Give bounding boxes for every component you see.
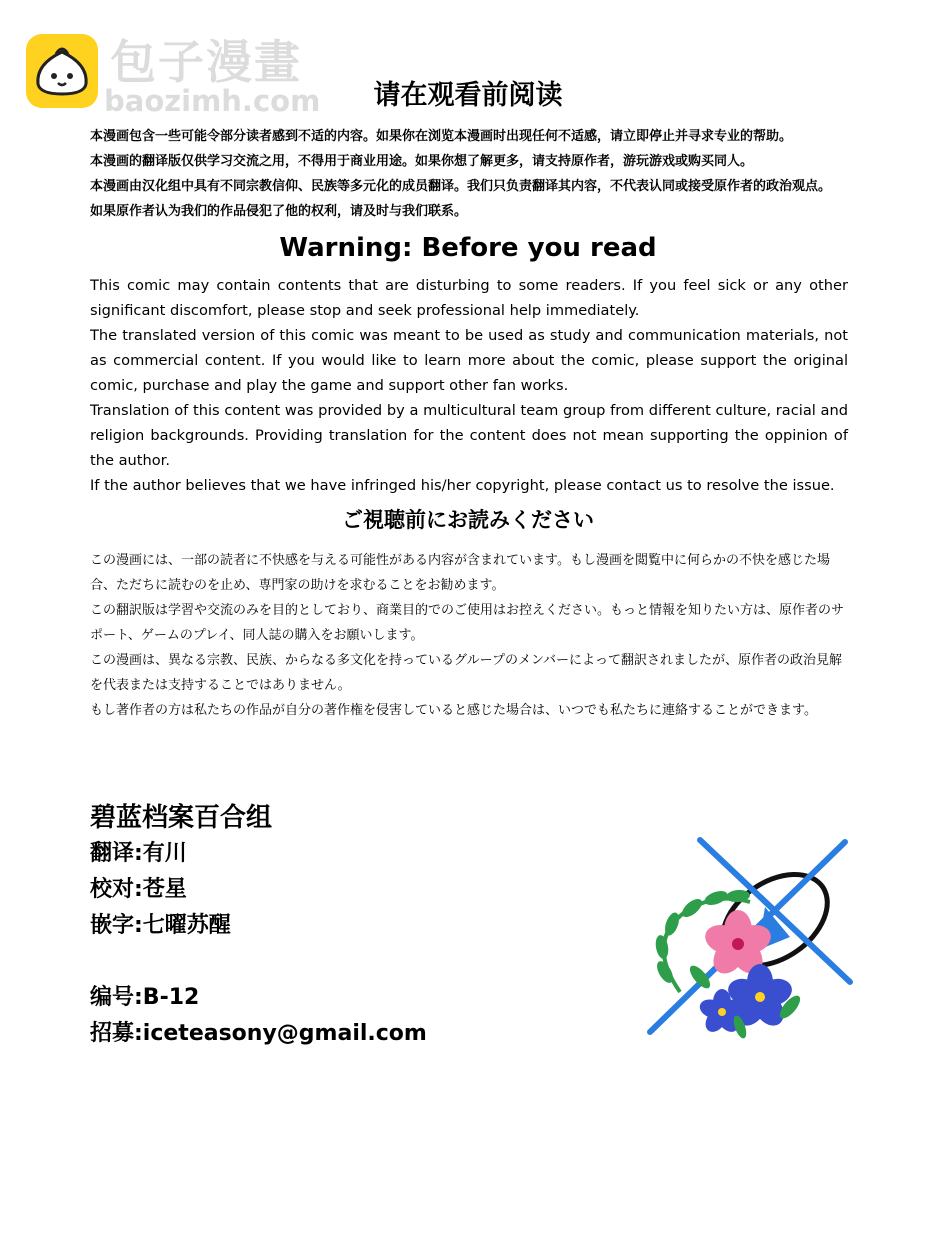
en-paragraph: If the author believes that we have infringed his/her copyright, please contact us to resolve the issue. <box>90 477 835 494</box>
jp-notice <box>90 548 850 723</box>
en-title: Warning: Before you read <box>279 233 657 263</box>
jp-paragraph: この翻訳版は学習や交流のみを目的としており、商業目的でのご使用はお控えください。もっと情報を知りたい方は、原作者のサポート、ゲームのプレイ、同人誌の購入をお願いします。 <box>90 603 845 643</box>
en-paragraph: This comic may contain contents that are disturbing to some readers. If you feel sick or any other significant discomfort, please stop and seek professional help immediately. <box>90 277 848 319</box>
recruit-email: 招募:iceteasony@gmail.com <box>90 1021 427 1046</box>
proofreader-credit: 校对:苍星 <box>90 877 187 902</box>
translator-credit: 翻译:有川 <box>90 841 187 866</box>
en-paragraph: Translation of this content was provided by a multicultural team group from different culture, racial and religion backgrounds. Providing translation for the content does not mean supporting the oppinion of the author. <box>90 402 848 469</box>
jp-paragraph: もし著作者の方は私たちの作品が自分の著作権を侵害していると感じた場合は、いつでも私たちに連絡することができます。 <box>90 703 817 718</box>
cn-line: 如果原作者认为我们的作品侵犯了他的权利，请及时与我们联系。 <box>90 204 468 219</box>
cn-line: 本漫画的翻译版仅供学习交流之用，不得用于商业用途。如果你想了解更多，请支持原作者，游玩游戏或购买同人。 <box>90 154 754 169</box>
jp-title: ご視聴前にお読みください <box>342 508 594 532</box>
cn-line: 本漫画由汉化组中具有不同宗教信仰、民族等多元化的成员翻译。我们只负责翻译其内容，不代表认同或接受原作者的政治观点。 <box>90 179 832 194</box>
watermark-name: 包子漫畫 <box>110 35 302 89</box>
cn-title: 请在观看前阅读 <box>373 80 563 111</box>
group-emblem-icon <box>640 832 860 1042</box>
watermark-url: baozimh.com <box>104 84 321 118</box>
jp-paragraph: この漫画には、一部の読者に不快感を与える可能性がある内容が含まれています。もし漫画を閲覧中に何らかの不快を感じた場合、ただちに読むのを止め、専門家の助けを求むることをお勧めます。 <box>90 553 830 593</box>
cn-line: 本漫画包含一些可能令部分读者感到不适的内容。如果你在浏览本漫画时出现任何不适感，请立即停止并寻求专业的帮助。 <box>90 129 793 144</box>
typesetter-credit: 嵌字:七曜苏醒 <box>90 913 231 938</box>
jp-paragraph: この漫画は、異なる宗教、民族、からなる多文化を持っているグループのメンバーによって翻訳されましたが、原作者の政治見解を代表または支持することではありません。 <box>90 653 843 693</box>
group-name: 碧蓝档案百合组 <box>90 803 273 833</box>
cn-notice <box>90 124 850 224</box>
en-notice <box>90 273 848 498</box>
credits <box>90 800 590 1052</box>
en-paragraph: The translated version of this comic was meant to be used as study and communication materials, not as commercial content. If you would like to learn more about the comic, please support the original comic, purchase and play the game and support other fan works. <box>90 327 848 394</box>
issue-number: 编号:B-12 <box>90 985 200 1010</box>
